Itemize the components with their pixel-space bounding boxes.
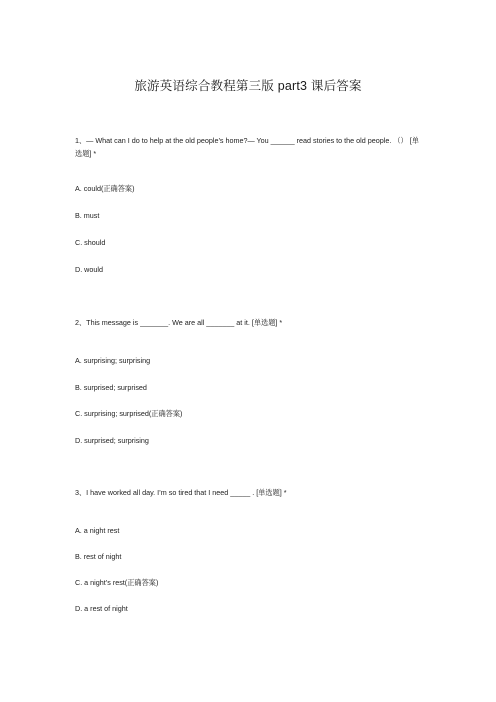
question-2-option-a: A. surprising; surprising [75, 356, 151, 365]
question-1-stem: 1、— What can I do to help at the old people’s home?— You ______ read stories to the old people. （） [单选题] * [75, 136, 419, 158]
question-2-stem: 2、This message is _______. We are all _______ at it. [单选题] * [75, 318, 283, 327]
document-title: 旅游英语综合教程第三版 part3 课后答案 [134, 79, 362, 93]
question-1-option-d: D. would [75, 265, 103, 274]
question-3-option-d: D. a rest of night [75, 604, 128, 613]
question-1-option-b: B. must [75, 211, 100, 220]
question-2-option-c: C. surprising; surprised(正确答案) [75, 409, 183, 418]
question-2-option-b: B. surprised; surprised [75, 383, 147, 392]
question-3-option-c: C. a night’s rest(正确答案) [75, 578, 159, 587]
question-3-stem: 3、I have worked all day. I’m so tired that I need _____ . [单选题] * [75, 488, 287, 497]
question-1-option-c: C. should [75, 238, 106, 247]
question-2-option-d: D. surprised; surprising [75, 436, 149, 445]
question-1-option-a: A. could(正确答案) [75, 184, 135, 193]
question-3-option-b: B. rest of night [75, 552, 122, 561]
question-3-option-a: A. a night rest [75, 526, 120, 535]
